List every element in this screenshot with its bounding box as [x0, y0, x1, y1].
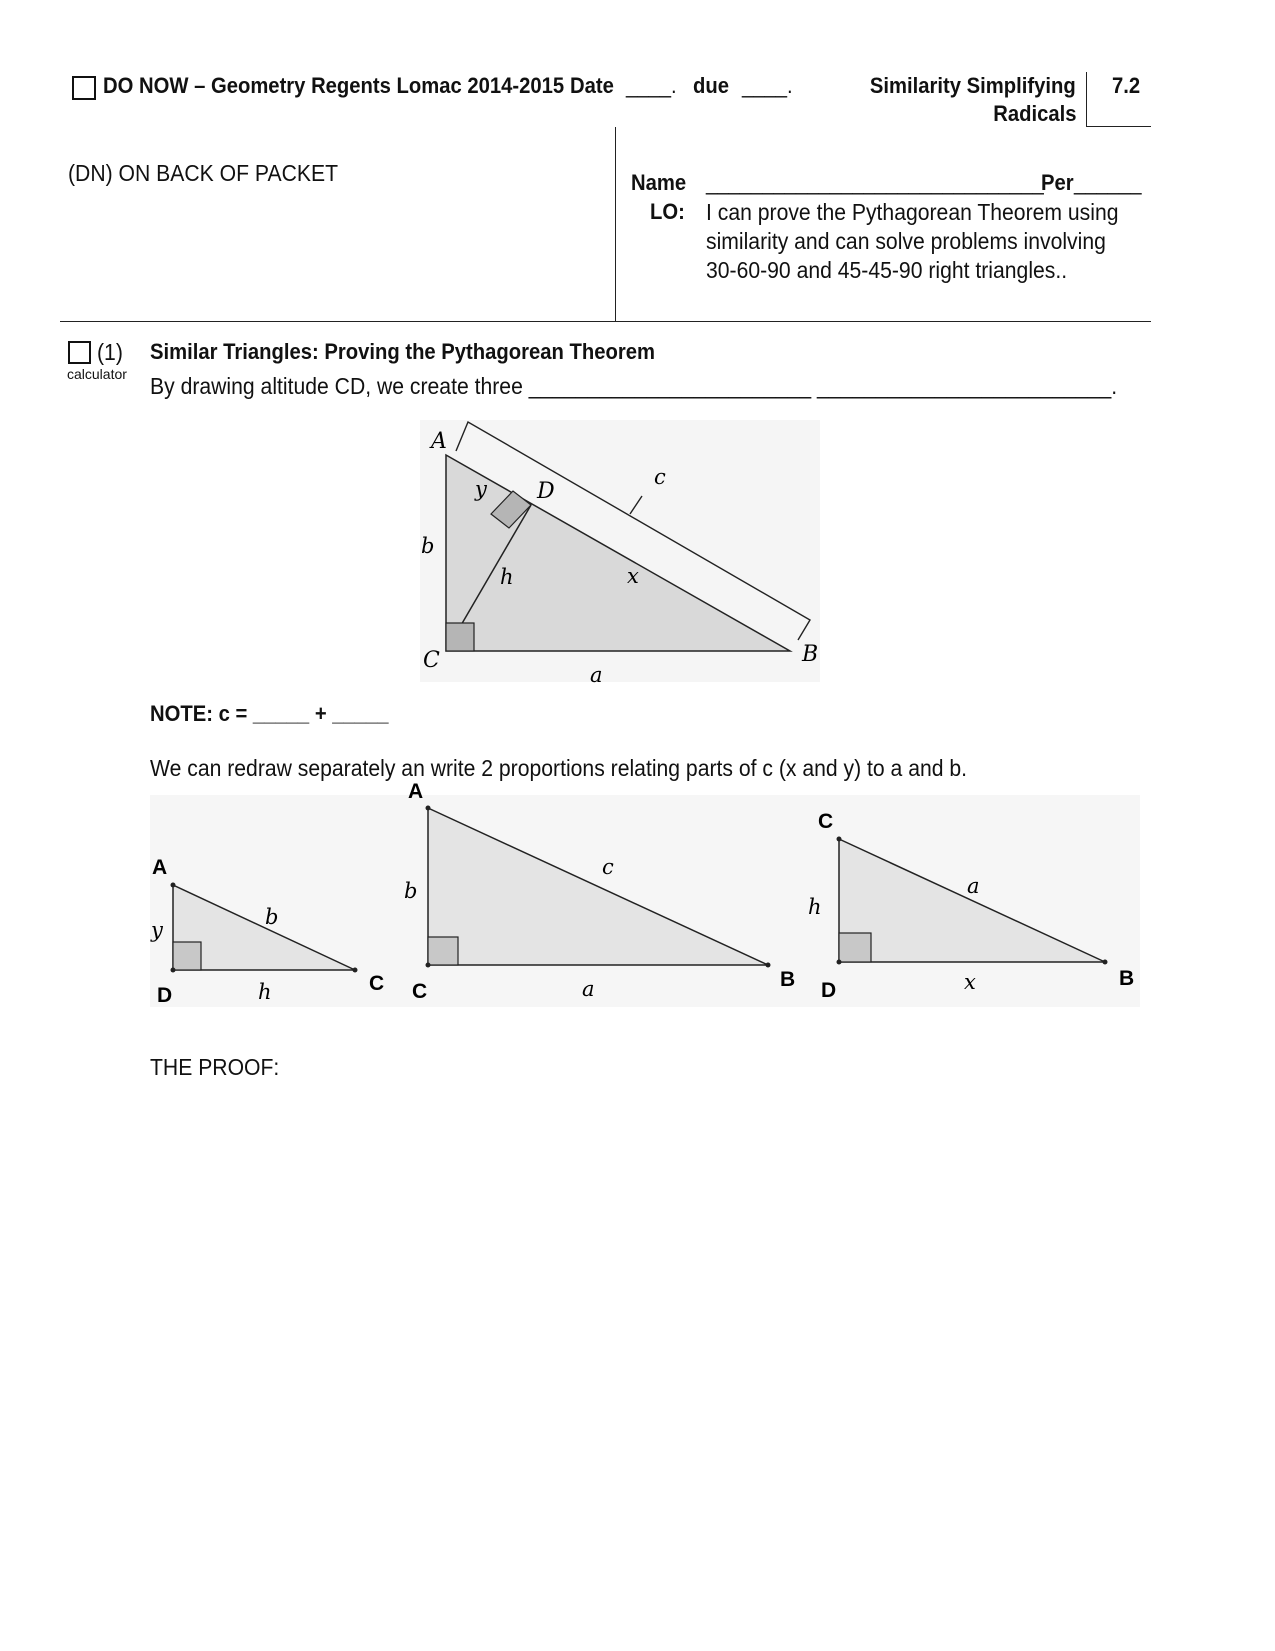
problem-1-title: Similar Triangles: Proving the Pythagorean Theorem — [150, 339, 656, 364]
side-a-label: a — [590, 663, 603, 687]
side-c-label: c — [602, 855, 614, 879]
date-blank[interactable]: ____. — [626, 73, 677, 98]
side-x-label: x — [964, 970, 976, 994]
vertex-a-label: A — [408, 780, 424, 803]
problem-1-checkbox[interactable] — [68, 341, 91, 364]
side-a-label: a — [967, 874, 980, 898]
side-b-label: b — [265, 905, 279, 929]
lo-text: I can prove the Pythagorean Theorem using similarity and can solve problems involving 30-60-90 and 45-45-90 right triangles.. — [706, 199, 1119, 283]
lo-label: LO: — [650, 199, 685, 224]
side-c-label: c — [654, 465, 666, 489]
vertex-c-label: C — [423, 648, 440, 673]
separated-triangles-figure — [145, 778, 1145, 1012]
side-b-label: b — [404, 879, 418, 903]
section-number: 7.2 — [1112, 73, 1141, 98]
side-y-label: y — [151, 918, 163, 942]
name-label: Name — [631, 170, 687, 195]
right-angle-marker — [173, 942, 201, 970]
side-h-label: h — [808, 895, 822, 919]
date-label: Date — [570, 73, 614, 98]
proof-label: THE PROOF: — [150, 1054, 280, 1080]
column-divider — [615, 127, 616, 321]
redraw-instruction: We can redraw separately an write 2 proportions relating parts of c (x and y) to a and b. — [150, 755, 968, 781]
vertex-b-label: B — [1119, 967, 1135, 990]
section-underline — [1086, 126, 1151, 127]
main-triangle-figure — [410, 418, 830, 690]
vertex-a-label: A — [152, 856, 168, 879]
header-title: DO NOW – Geometry Regents Lomac 2014-2015 — [103, 73, 565, 98]
vertex-c-label: C — [412, 980, 428, 1003]
topic-line-2: Radicals — [992, 101, 1076, 126]
vertex-c-label: C — [369, 972, 385, 995]
side-y-label: y — [475, 477, 487, 501]
do-now-instruction: (DN) ON BACK OF PACKET — [68, 160, 339, 186]
vertex-d-label: D — [157, 984, 173, 1007]
vertex-c-label: C — [818, 810, 834, 833]
topic-line-1: Similarity Simplifying — [870, 73, 1076, 98]
do-now-checkbox[interactable] — [72, 76, 96, 100]
side-x-label: x — [627, 564, 639, 588]
due-label: due — [693, 73, 729, 98]
vertex-a-label: A — [431, 429, 447, 454]
calculator-note: calculator — [67, 366, 127, 382]
name-blank[interactable]: ______________________________ — [706, 170, 1044, 195]
vertex-d-label: D — [821, 979, 837, 1002]
topic-divider — [1086, 72, 1087, 127]
per-label: Per — [1041, 170, 1074, 195]
side-b-label: b — [421, 534, 435, 558]
right-angle-marker — [839, 933, 871, 962]
note-c-equals: NOTE: c = _____ + _____ — [150, 701, 389, 726]
problem-1-number: (1) — [97, 339, 123, 365]
problem-1-prompt: By drawing altitude CD, we create three ________________________ _________________________. — [150, 373, 1118, 399]
section-divider — [60, 321, 1151, 322]
right-angle-c-marker — [446, 623, 474, 651]
vertex-d-label: D — [537, 479, 555, 504]
due-blank[interactable]: ____. — [742, 73, 793, 98]
side-h-label: h — [258, 980, 272, 1004]
vertex-b-label: B — [802, 642, 819, 667]
per-blank[interactable]: ______ — [1074, 170, 1142, 195]
vertex-b-label: B — [780, 968, 796, 991]
right-angle-marker — [428, 937, 458, 965]
side-h-label: h — [500, 565, 514, 589]
side-a-label: a — [582, 977, 595, 1001]
